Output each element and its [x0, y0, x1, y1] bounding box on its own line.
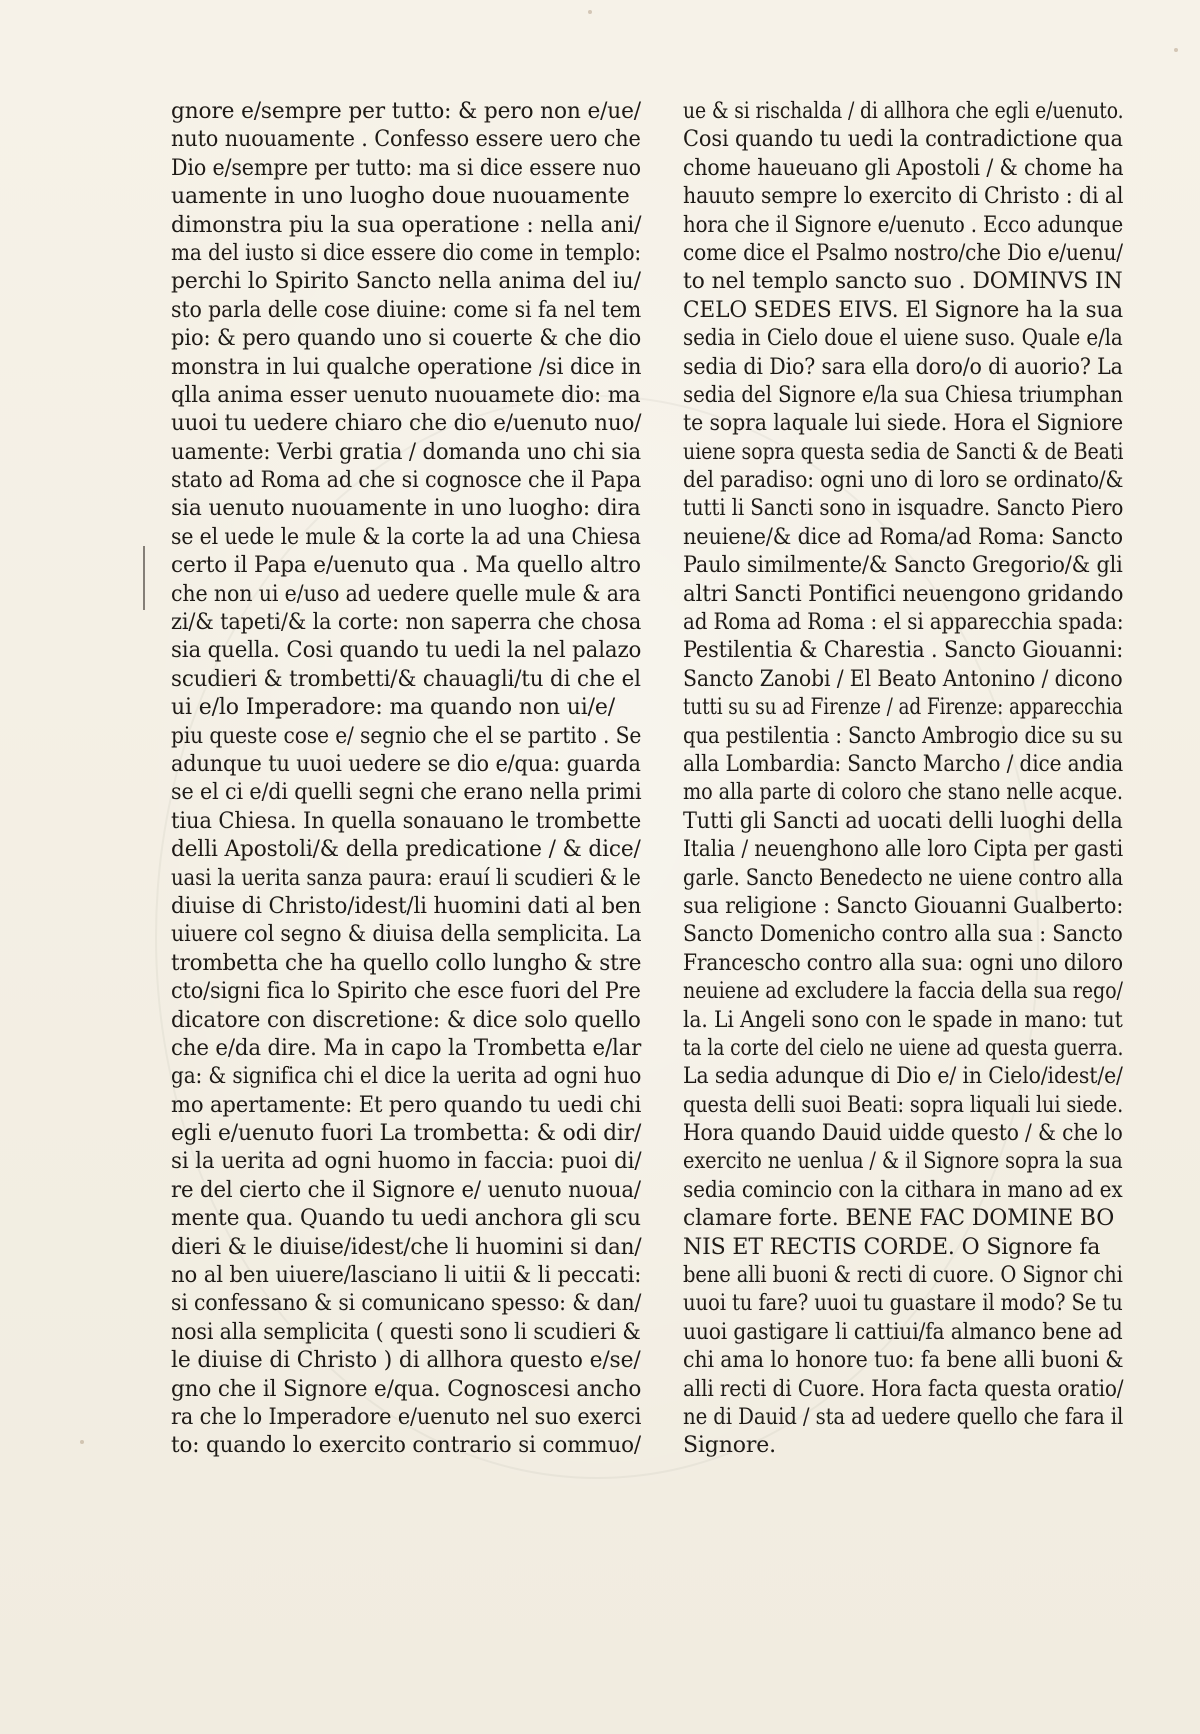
text-line: re del cierto che il Signore e/ uenuto nuoua/	[171, 1177, 641, 1203]
text-line: ad Roma ad Roma : el si apparecchia spada:	[683, 610, 1124, 636]
text-line: clamare forte. BENE FAC DOMINE BO	[683, 1206, 1115, 1232]
text-line: alla Lombardia: Sancto Marcho / dice andia	[683, 751, 1124, 777]
text-line: ra che lo Imperadore e/uenuto nel suo exerci	[171, 1404, 642, 1430]
margin-mark	[143, 546, 145, 610]
text-line: si confessano & si comunicano spesso: & dan/	[171, 1291, 642, 1317]
text-line: Sancto Zanobi / El Beato Antonino / dicono	[683, 666, 1123, 692]
text-line: si la uerita ad ogni huomo in faccia: puoi di/	[171, 1149, 642, 1175]
text-line: garle. Sancto Benedecto ne uiene contro alla	[683, 865, 1124, 891]
text-line: se el ci e/di quelli segni che erano nella primi	[171, 780, 642, 806]
text-line: hauuto sempre lo exercito di Christo : di al	[683, 184, 1124, 210]
text-line: uasi la uerita sanza paura: erauí li scudieri & le	[171, 865, 641, 891]
text-line: uuoi tu fare? uuoi tu guastare il modo? Se tu	[683, 1291, 1123, 1317]
text-line: Francescho contro alla sua: ogni uno diloro	[683, 950, 1123, 976]
text-line: piu queste cose e/ segnio che el se partito . Se	[171, 723, 642, 749]
text-line: Cosi quando tu uedi la contradictione qua	[683, 127, 1123, 153]
text-line: monstra in lui qualche operatione /si dice in	[171, 354, 642, 380]
text-line: trombetta che ha quello collo lungho & stre	[171, 950, 642, 976]
text-line: Dio e/sempre per tutto: ma si dice essere nuo	[171, 155, 641, 181]
text-line: sia quella. Cosi quando tu uedi la nel palazo	[171, 638, 642, 664]
ink-spot	[80, 1440, 84, 1444]
text-line: mo apertamente: Et pero quando tu uedi chi	[171, 1092, 642, 1118]
text-line: scudieri & trombetti/& chauagli/tu di che el	[171, 666, 641, 692]
text-line: diuise di Christo/idest/li huomini dati al ben	[171, 893, 642, 919]
text-line: NIS ET RECTIS CORDE. O Signore fa	[683, 1234, 1101, 1260]
text-line: uamente in uno luogho doue nuouamente	[171, 184, 630, 210]
text-line: Sancto Domenicho contro alla sua : Sancto	[683, 922, 1123, 948]
text-line: Italia / neuenghono alle loro Cipta per gasti	[683, 837, 1124, 863]
text-line: to nel templo sancto suo . DOMINVS IN	[683, 269, 1123, 295]
text-line: mente qua. Quando tu uedi anchora gli scu	[171, 1206, 641, 1232]
text-line: tutti li Sancti sono in isquadre. Sancto Piero	[683, 496, 1124, 522]
text-line: se el uede le mule & la corte la ad una Chiesa	[171, 524, 641, 550]
text-line: te sopra laquale lui siede. Hora el Signiore	[683, 411, 1124, 437]
text-line: ui e/lo Imperadore: ma quando non ui/e/	[171, 695, 616, 721]
text-line: tiua Chiesa. In quella sonauano le trombette	[171, 808, 642, 834]
text-line: adunque tu uuoi uedere se dio e/qua: guarda	[171, 751, 641, 777]
text-line: Pestilentia & Charestia . Sancto Giouanni:	[683, 638, 1124, 664]
text-line: sedia del Signore e/la sua Chiesa triumphan	[683, 382, 1123, 408]
text-line: che e/da dire. Ma in capo la Trombetta e/lar	[171, 1035, 642, 1061]
text-line: Hora quando Dauid uidde questo / & che lo	[683, 1121, 1123, 1147]
text-line: qua pestilentia : Sancto Ambrogio dice su su	[683, 723, 1123, 749]
text-line: ne di Dauid / sta ad uedere quello che fara il	[683, 1404, 1124, 1430]
text-line: chome haueuano gli Apostoli / & chome ha	[683, 155, 1124, 181]
text-line: sto parla delle cose diuine: come si fa nel tem	[171, 297, 642, 323]
text-line: questa delli suoi Beati: sopra liquali lui siede.	[683, 1092, 1124, 1118]
text-line: Signore.	[683, 1433, 776, 1459]
text-line: ga: & significa chi el dice la uerita ad ogni huo	[171, 1064, 642, 1090]
text-line: ue & si rischalda / di allhora che egli e/uenuto.	[683, 99, 1124, 124]
right-text-column	[683, 98, 1123, 1461]
text-line: sedia comincio con la cithara in mano ad ex	[683, 1177, 1123, 1203]
text-line: qlla anima esser uenuto nuouamete dio: ma	[171, 382, 641, 408]
text-line: exercito ne uenlua / & il Signore sopra la sua	[683, 1149, 1123, 1175]
text-line: uuoi gastigare li cattiui/fa almanco bene ad	[683, 1319, 1123, 1345]
text-line: certo il Papa e/uenuto qua . Ma quello altro	[171, 553, 641, 579]
text-line: uamente: Verbi gratia / domanda uno chi sia	[171, 439, 641, 465]
text-line: sua religione : Sancto Giouanni Gualberto:	[683, 893, 1124, 919]
ink-spot	[588, 10, 592, 14]
text-line: dieri & le diuise/idest/che li huomini si dan/	[171, 1234, 642, 1260]
text-line: sia uenuto nuouamente in uno luogho: dira	[171, 496, 641, 522]
text-line: chi ama lo honore tuo: fa bene alli buoni &	[683, 1348, 1124, 1374]
text-line: uiene sopra questa sedia de Sancti & de Beati	[683, 439, 1124, 465]
text-line: ma del iusto si dice essere dio come in templo:	[171, 240, 642, 266]
text-line: alli recti di Cuore. Hora facta questa oratio/	[683, 1376, 1124, 1402]
text-line: gnore e/sempre per tutto: & pero non e/ue/	[171, 99, 641, 124]
left-text-column	[171, 98, 641, 1461]
text-line: del paradiso: ogni uno di loro se ordinato/&	[683, 468, 1124, 494]
text-line: gno che il Signore e/qua. Cognoscesi ancho	[171, 1376, 642, 1402]
text-line: to: quando lo exercito contrario si commuo/	[171, 1433, 642, 1459]
text-line: neuiene ad excludere la faccia della sua rego/	[683, 979, 1123, 1005]
text-line: perchi lo Spirito Sancto nella anima del iu/	[171, 269, 641, 295]
ink-spot	[1174, 48, 1178, 52]
text-line: mo alla parte di coloro che stano nelle acque.	[683, 780, 1123, 806]
text-line: CELO SEDES EIVS. El Signore ha la sua	[683, 297, 1123, 323]
text-line: zi/& tapeti/& la corte: non saperra che chosa	[171, 610, 642, 636]
text-line: bene alli buoni & recti di cuore. O Signor chi	[683, 1263, 1123, 1289]
text-line: ta la corte del cielo ne uiene ad questa guerra.	[683, 1035, 1124, 1061]
text-line: neuiene/& dice ad Roma/ad Roma: Sancto	[683, 524, 1123, 550]
text-line: sedia in Cielo doue el uiene suso. Quale e/la	[683, 326, 1123, 352]
text-line: pio: & pero quando uno si couerte & che dio	[171, 326, 642, 352]
text-line: hora che il Signore e/uenuto . Ecco adunque	[683, 212, 1124, 238]
text-line: che non ui e/uso ad uedere quelle mule & ara	[171, 581, 641, 607]
text-line: dimonstra piu la sua operatione : nella ani/	[171, 212, 642, 238]
text-line: Paulo similmente/& Sancto Gregorio/& gli	[683, 553, 1123, 579]
text-line: Tutti gli Sancti ad uocati delli luoghi della	[683, 808, 1123, 834]
text-line: le diuise di Christo ) di allhora questo e/se/	[171, 1348, 641, 1374]
text-line: come dice el Psalmo nostro/che Dio e/uenu/	[683, 240, 1123, 266]
text-line: egli e/uenuto fuori La trombetta: & odi dir/	[171, 1121, 642, 1147]
text-line: dicatore con discretione: & dice solo quello	[171, 1007, 641, 1033]
text-line: la. Li Angeli sono con le spade in mano: tut	[683, 1007, 1123, 1033]
text-line: no al ben uiuere/lasciano li uitii & li peccati:	[171, 1263, 642, 1289]
text-line: cto/signi fica lo Spirito che esce fuori del Pre	[171, 979, 641, 1005]
text-line: stato ad Roma ad che si cognosce che il Papa	[171, 468, 642, 494]
text-line: sedia di Dio? sara ella doro/o di auorio? La	[683, 354, 1123, 380]
text-line: nuto nuouamente . Confesso essere uero che	[171, 127, 641, 153]
text-line: tutti su su ad Firenze / ad Firenze: apparecchia	[683, 695, 1123, 721]
text-line: La sedia adunque di Dio e/ in Cielo/idest/e/	[683, 1064, 1123, 1090]
text-line: nosi alla semplicita ( questi sono li scudieri &	[171, 1319, 641, 1345]
text-line: uiuere col segno & diuisa della semplicita. La	[171, 922, 642, 948]
text-line: uuoi tu uedere chiaro che dio e/uenuto nuo/	[171, 411, 642, 437]
text-line: delli Apostoli/& della predicatione / & dice/	[171, 837, 641, 863]
text-line: altri Sancti Pontifici neuengono gridando	[683, 581, 1124, 607]
